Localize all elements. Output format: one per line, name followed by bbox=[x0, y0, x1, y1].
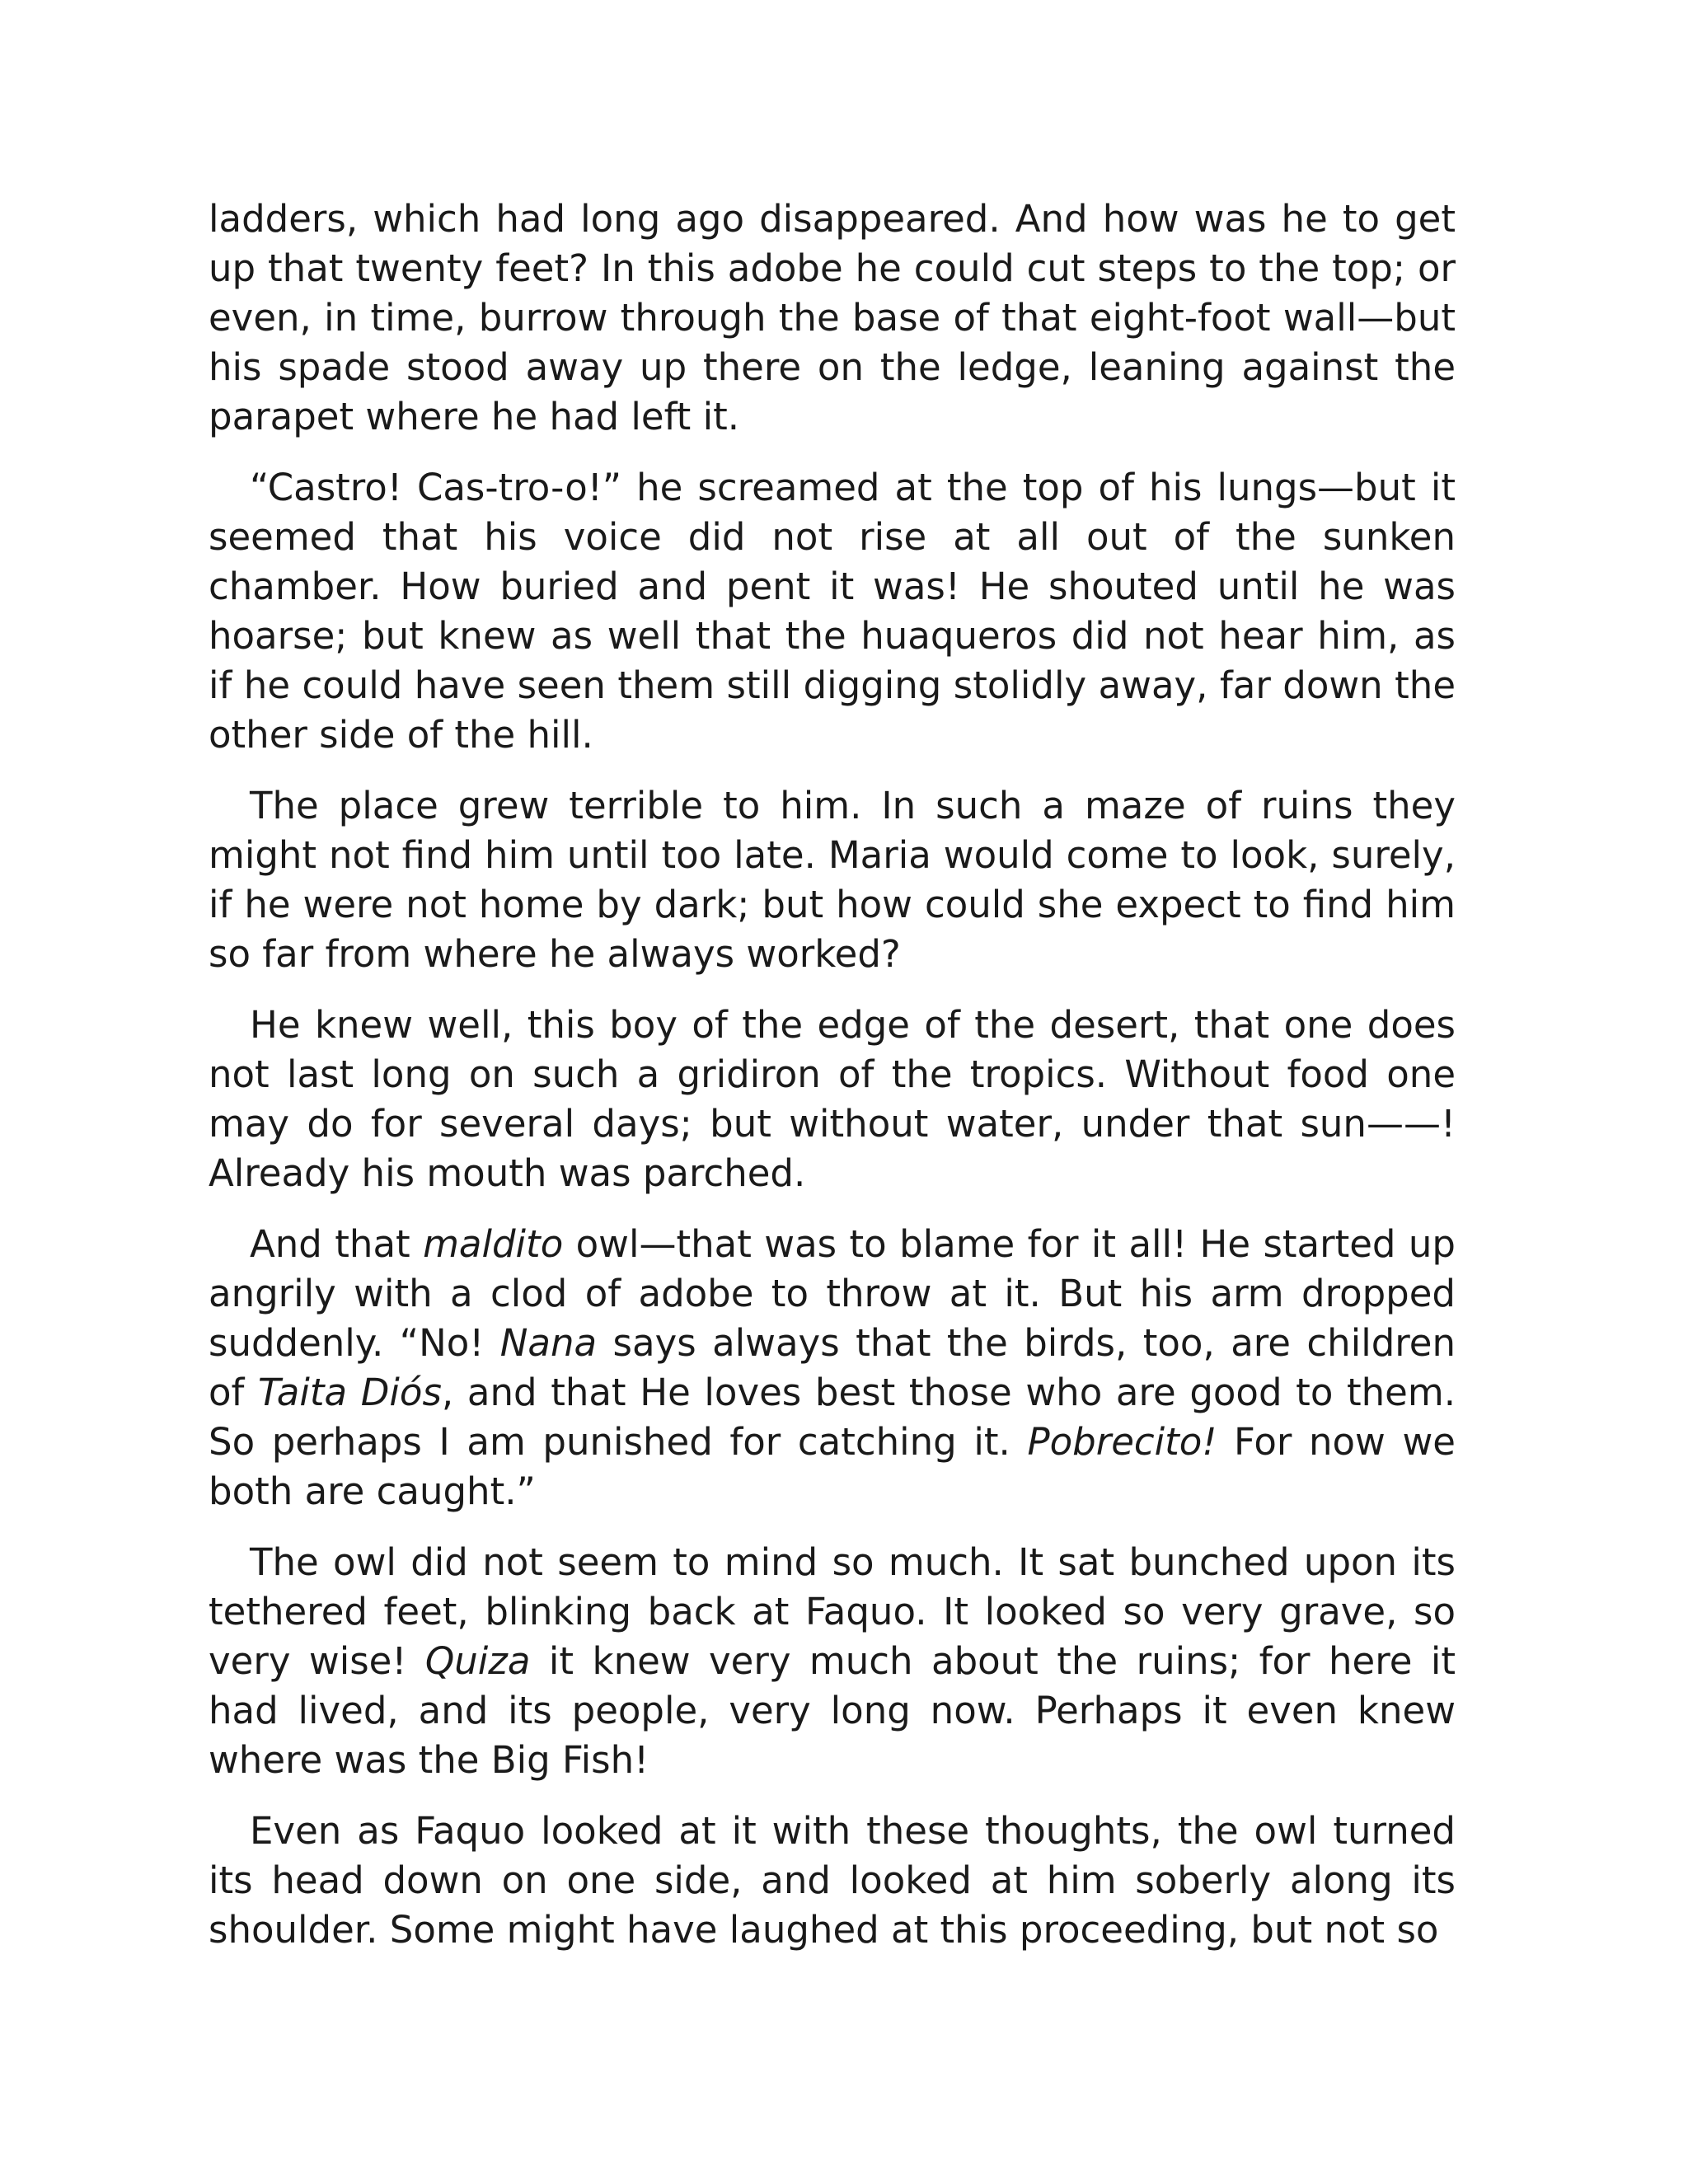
italic-text: Taita Diós bbox=[258, 1371, 442, 1414]
paragraph bbox=[209, 1220, 1456, 1516]
text-run: The place grew terrible to him. In such a maze of ruins they might not find him until too late. Maria would come to look, surely, if he were not home by dark; but how could she expect to find him so far from where he always worked? bbox=[209, 784, 1456, 976]
text-run: For now we both are caught.” bbox=[209, 1420, 1456, 1513]
text-run: The owl did not seem to mind so much. It sat bunched upon its tethered feet, blinking back at Faquo. It looked so very grave, so very wise! bbox=[209, 1540, 1456, 1683]
paragraph bbox=[209, 463, 1456, 760]
page-text bbox=[209, 194, 1456, 1955]
text-run: He knew well, this boy of the edge of the desert, that one does not last long on such a gridiron of the tropics. Without food one may do for several days; but without water, under that sun——! Already his mouth was parched. bbox=[209, 1003, 1456, 1195]
italic-text: maldito bbox=[423, 1222, 564, 1266]
text-run: owl—that was to blame for it all! He started up angrily with a clod of adobe to throw at it. But his arm dropped suddenly. “No! bbox=[209, 1222, 1456, 1365]
paragraph bbox=[209, 1001, 1456, 1198]
italic-text: Pobrecito! bbox=[1027, 1420, 1217, 1464]
paragraph bbox=[209, 1807, 1456, 1955]
paragraph bbox=[209, 781, 1456, 979]
text-run: Even as Faquo looked at it with these thoughts, the owl turned its head down on one side, and looked at him soberly along its shoulder. Some might have laughed at this proceeding, but not so bbox=[209, 1809, 1456, 1952]
text-run: , and that He loves best those who are good to them. So perhaps I am punished for catching it. bbox=[209, 1371, 1456, 1464]
text-run: ladders, which had long ago disappeared. And how was he to get up that twenty feet? In this adobe he could cut steps to the top; or even, in time, burrow through the base of that eight-foot wall—but his spade stood away up there on the ledge, leaning against the parapet where he had left it. bbox=[209, 197, 1456, 438]
italic-text: Nana bbox=[499, 1321, 598, 1365]
text-run: says always that the birds, too, are children of bbox=[209, 1321, 1456, 1414]
text-run: it knew very much about the ruins; for here it had lived, and its people, very long now. Perhaps it even knew where was the Big Fish! bbox=[209, 1639, 1456, 1782]
text-run: “Castro! Cas-tro-o!” he screamed at the top of his lungs—but it seemed that his voice did not rise at all out of the sunken chamber. How buried and pent it was! He shouted until he was hoarse; but knew as well that the huaqueros did not hear him, as if he could have seen them still digging stolidly away, far down the other side of the hill. bbox=[209, 466, 1456, 757]
text-run: And that bbox=[250, 1222, 424, 1266]
italic-text: Quiza bbox=[424, 1639, 531, 1683]
paragraph bbox=[209, 1538, 1456, 1785]
paragraph bbox=[209, 194, 1456, 442]
